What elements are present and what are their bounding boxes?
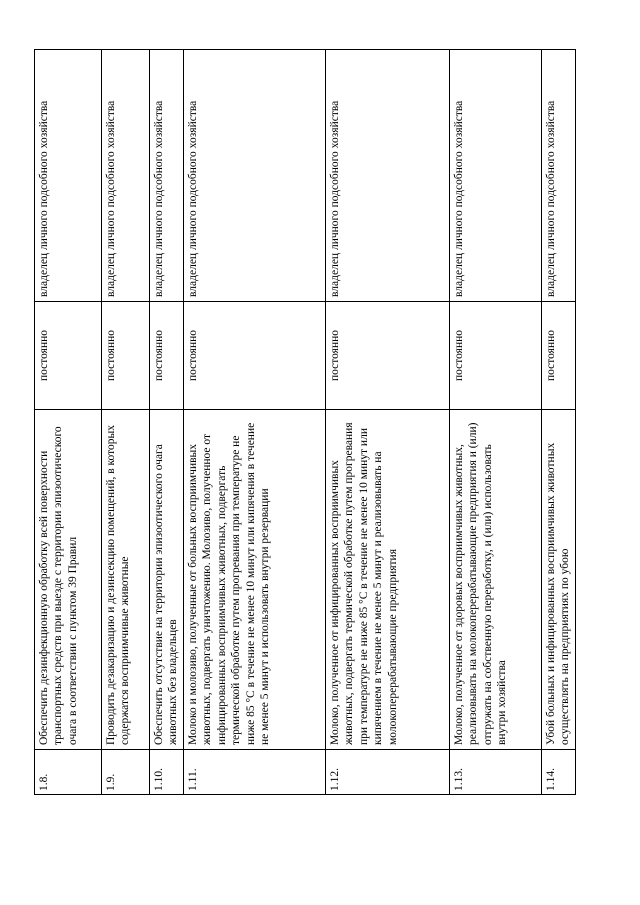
responsible-text: владелец личного подсобного хозяйства (542, 50, 576, 302)
row-number: 1.8. (35, 750, 102, 795)
row-number: 1.14. (542, 750, 576, 795)
responsible-text: владелец личного подсобного хозяйства (150, 50, 184, 302)
row-number: 1.9. (102, 750, 150, 795)
table-row (326, 50, 450, 795)
measures-table (34, 49, 576, 795)
measure-text: Молоко и молозиво, полученные от больных восприимчивых животных, подвергать уничтожению. Молозиво, полученное от инфицированных восприимчивых животных, подвергать термической обработке путем прогревания при температуре не ниже 85 °С в течение не менее 10 минут или кипячения в течение не менее 5 минут и использовать внутри резервации (184, 410, 326, 750)
period-text: постоянно (542, 302, 576, 410)
table-row (150, 50, 184, 795)
responsible-text: владелец личного подсобного хозяйства (102, 50, 150, 302)
row-number: 1.11. (184, 750, 326, 795)
responsible-text: владелец личного подсобного хозяйства (184, 50, 326, 302)
period-text: постоянно (150, 302, 184, 410)
row-number: 1.10. (150, 750, 184, 795)
responsible-text: владелец личного подсобного хозяйства (326, 50, 450, 302)
table-row (102, 50, 150, 795)
period-text: постоянно (35, 302, 102, 410)
responsible-text: владелец личного подсобного хозяйства (450, 50, 542, 302)
period-text: постоянно (450, 302, 542, 410)
table-row (542, 50, 576, 795)
period-text: постоянно (102, 302, 150, 410)
measure-text: Проводить дезакаризацию и дезинсекцию помещений, в которых содержатся восприимчивые животные (102, 410, 150, 750)
measure-text: Молоко, полученное от здоровых восприимчивых животных, реализовывать на молокоперерабатывающие предприятия и (или) отгружать на собственную переработку, и (или) использовать внутри хозяйства (450, 410, 542, 750)
table-row (35, 50, 102, 795)
responsible-text: владелец личного подсобного хозяйства (35, 50, 102, 302)
table-row (184, 50, 326, 795)
row-number: 1.13. (450, 750, 542, 795)
measure-text: Молоко, полученное от инфицированных восприимчивых животных, подвергать термической обработке путем прогревания при температуре не ниже 85 °С в течение не менее 10 минут или кипячением в течение не менее 5 минут и реализовывать на молокоперерабатывающие предприятия (326, 410, 450, 750)
measure-text: Убой больных и инфицированных восприимчивых животных осуществлять на предприятиях по убою (542, 410, 576, 750)
measure-text: Обеспечить дезинфекционную обработку всей поверхности транспортных средств при выезде с территории эпизоотического очага в соответствии с пунктом 39 Правил (35, 410, 102, 750)
period-text: постоянно (184, 302, 326, 410)
measure-text: Обеспечить отсутствие на территории эпизоотического очага животных без владельцев (150, 410, 184, 750)
table-row (450, 50, 542, 795)
period-text: постоянно (326, 302, 450, 410)
row-number: 1.12. (326, 750, 450, 795)
